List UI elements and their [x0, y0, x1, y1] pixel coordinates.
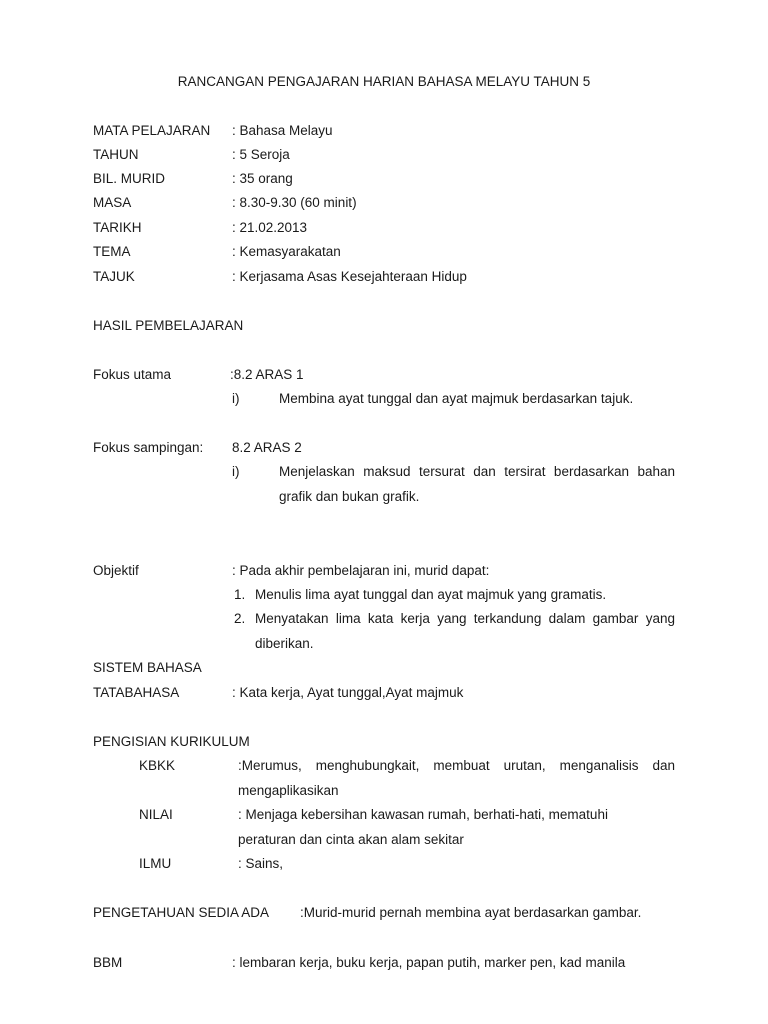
info-label-tema: TEMA: [93, 244, 131, 259]
info-value-tarikh: : 21.02.2013: [232, 220, 308, 235]
fokus-utama-item-marker: i): [232, 391, 240, 406]
kurikulum-heading: PENGISIAN KURIKULUM: [93, 734, 250, 749]
info-label-mata-pelajaran: MATA PELAJARAN: [93, 123, 211, 138]
info-value-tema: : Kemasyarakatan: [232, 244, 341, 259]
bbm-value: : lembaran kerja, buku kerja, papan putih, marker pen, kad manila: [232, 955, 626, 970]
info-label-tahun: TAHUN: [93, 147, 139, 162]
fokus-utama-value: :8.2 ARAS 1: [230, 367, 304, 382]
kbkk-label: KBKK: [139, 758, 176, 773]
fokus-sampingan-item-marker: i): [232, 464, 240, 479]
tatabahasa-label: TATABAHASA: [93, 685, 180, 700]
fokus-sampingan-value: 8.2 ARAS 2: [232, 440, 302, 455]
objektif-label: Objektif: [93, 563, 139, 578]
info-value-tahun: : 5 Seroja: [232, 147, 290, 162]
kbkk-line1: :Merumus, menghubungkait, membuat urutan, menganalisis dan: [238, 758, 675, 773]
fokus-sampingan-label: Fokus sampingan:: [93, 440, 204, 455]
ilmu-value: : Sains,: [238, 856, 284, 871]
nilai-line2: peraturan dan cinta akan alam sekitar: [238, 832, 464, 847]
objektif-item2-marker: 2.: [234, 611, 246, 626]
fokus-sampingan-item-line2: grafik dan bukan grafik.: [279, 489, 420, 504]
ilmu-label: ILMU: [139, 856, 172, 871]
hasil-heading: HASIL PEMBELAJARAN: [93, 318, 244, 333]
nilai-line1: : Menjaga kebersihan kawasan rumah, berhati-hati, mematuhi: [238, 807, 608, 822]
info-label-tarikh: TARIKH: [93, 220, 142, 235]
document-title: RANCANGAN PENGAJARAN HARIAN BAHASA MELAYU TAHUN 5: [177, 74, 591, 89]
info-label-tajuk: TAJUK: [93, 269, 135, 284]
objektif-item2-line1: Menyatakan lima kata kerja yang terkandung dalam gambar yang: [255, 611, 675, 626]
fokus-utama-item: Membina ayat tunggal dan ayat majmuk berdasarkan tajuk.: [279, 391, 634, 406]
info-value-bil-murid: : 35 orang: [232, 171, 293, 186]
pengetahuan-label: PENGETAHUAN SEDIA ADA: [93, 905, 270, 920]
info-value-tajuk: : Kerjasama Asas Kesejahteraan Hidup: [232, 269, 467, 284]
fokus-utama-label: Fokus utama: [93, 367, 172, 382]
info-label-bil-murid: BIL. MURID: [93, 171, 166, 186]
info-label-masa: MASA: [93, 195, 132, 210]
kbkk-line2: mengaplikasikan: [238, 783, 339, 798]
bbm-label: BBM: [93, 955, 123, 970]
tatabahasa-value: : Kata kerja, Ayat tunggal,Ayat majmuk: [232, 685, 464, 700]
nilai-label: NILAI: [139, 807, 173, 822]
objektif-item2-line2: diberikan.: [255, 636, 314, 651]
sistem-bahasa-heading: SISTEM BAHASA: [93, 660, 202, 675]
info-value-mata-pelajaran: : Bahasa Melayu: [232, 123, 333, 138]
objektif-item1-marker: 1.: [234, 587, 246, 602]
objektif-intro: : Pada akhir pembelajaran ini, murid dapat:: [232, 563, 490, 578]
info-value-masa: : 8.30-9.30 (60 minit): [232, 195, 357, 210]
pengetahuan-value: :Murid-murid pernah membina ayat berdasarkan gambar.: [300, 905, 642, 920]
fokus-sampingan-item-line1: Menjelaskan maksud tersurat dan tersirat berdasarkan bahan: [279, 464, 675, 479]
objektif-item1: Menulis lima ayat tunggal dan ayat majmuk yang gramatis.: [255, 587, 607, 602]
